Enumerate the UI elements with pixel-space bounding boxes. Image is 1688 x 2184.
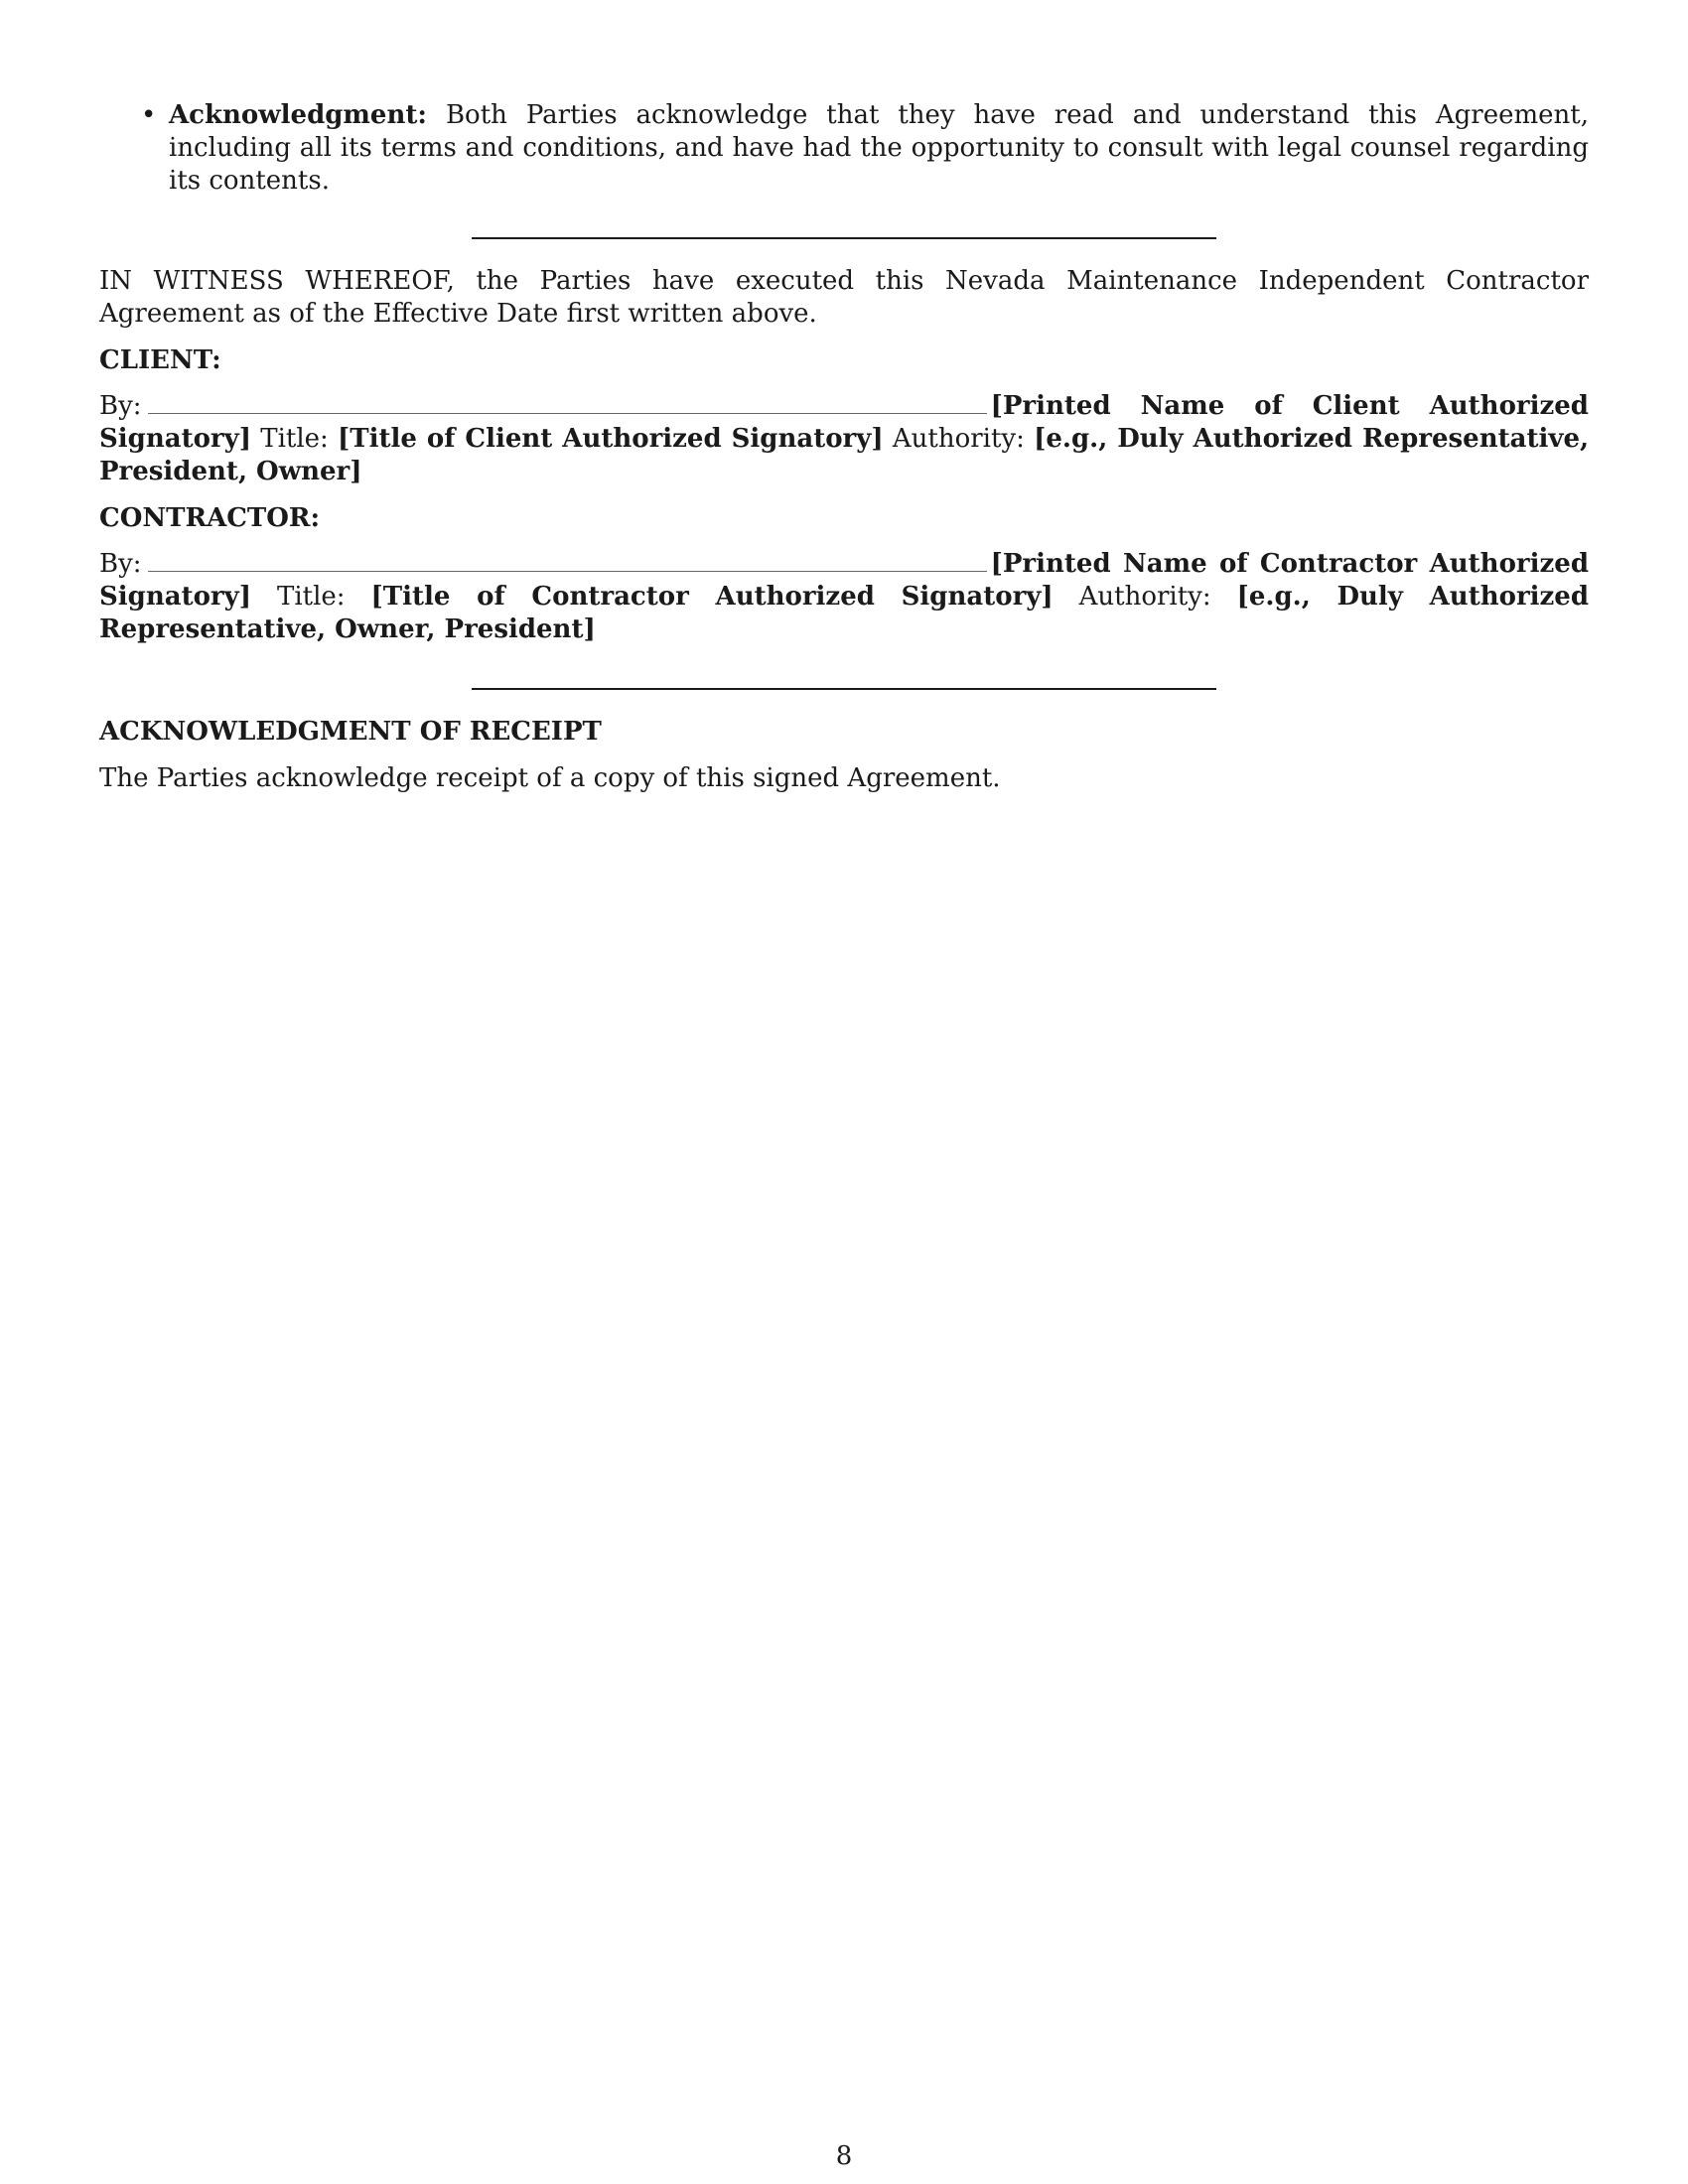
bullet-list: [99, 99, 1589, 198]
client-authority-value: [e.g., Duly Authorized Representative, President, Owner]: [99, 424, 1590, 486]
contractor-title-value: [Title of Contractor Authorized Signatory]: [370, 582, 1054, 612]
list-item-acknowledgment: [141, 99, 1589, 198]
witness-paragraph: IN WITNESS WHEREOF, the Parties have executed this Nevada Maintenance Independent Contractor Agreement as of the Effective Date first written above.: [99, 266, 1589, 329]
contractor-authority-value: [e.g., Duly Authorized Representative, Owner, President]: [99, 582, 1590, 644]
client-signature-line[interactable]: [148, 391, 987, 414]
contractor-title-label: Title:: [276, 582, 346, 612]
contractor-printed-name: [Printed Name of Contractor Authorized Signatory]: [99, 549, 1589, 612]
horizontal-divider: [472, 237, 1216, 239]
client-authority-label: Authority:: [892, 424, 1025, 454]
acknowledgment-text: Both Parties acknowledge that they have read and understand this Agreement, including all its terms and conditions, and have had the opportunity to consult with legal counsel regarding its contents.: [169, 100, 1589, 196]
receipt-text: The Parties acknowledge receipt of a copy of this signed Agreement.: [99, 763, 1001, 793]
acknowledgment-label: Acknowledgment:: [169, 100, 427, 130]
horizontal-divider: [472, 688, 1216, 690]
contractor-signature-line[interactable]: [148, 549, 987, 572]
receipt-heading: ACKNOWLEDGMENT OF RECEIPT: [99, 717, 602, 747]
document-body: [99, 99, 1589, 795]
page-number: 8: [835, 2141, 853, 2171]
client-by-label: By:: [99, 391, 142, 421]
contractor-signature-block: [99, 548, 1589, 646]
contractor-by-label: By:: [99, 549, 142, 579]
contractor-label: CONTRACTOR:: [99, 503, 321, 533]
client-signature-block: [99, 390, 1589, 488]
contractor-authority-label: Authority:: [1078, 582, 1211, 612]
client-title-label: Title:: [260, 424, 329, 454]
client-printed-name: [Printed Name of Client Authorized Signatory]: [99, 391, 1589, 454]
client-title-value: [Title of Client Authorized Signatory]: [338, 424, 884, 454]
bullet-icon: •: [141, 100, 157, 130]
client-label: CLIENT:: [99, 345, 221, 375]
